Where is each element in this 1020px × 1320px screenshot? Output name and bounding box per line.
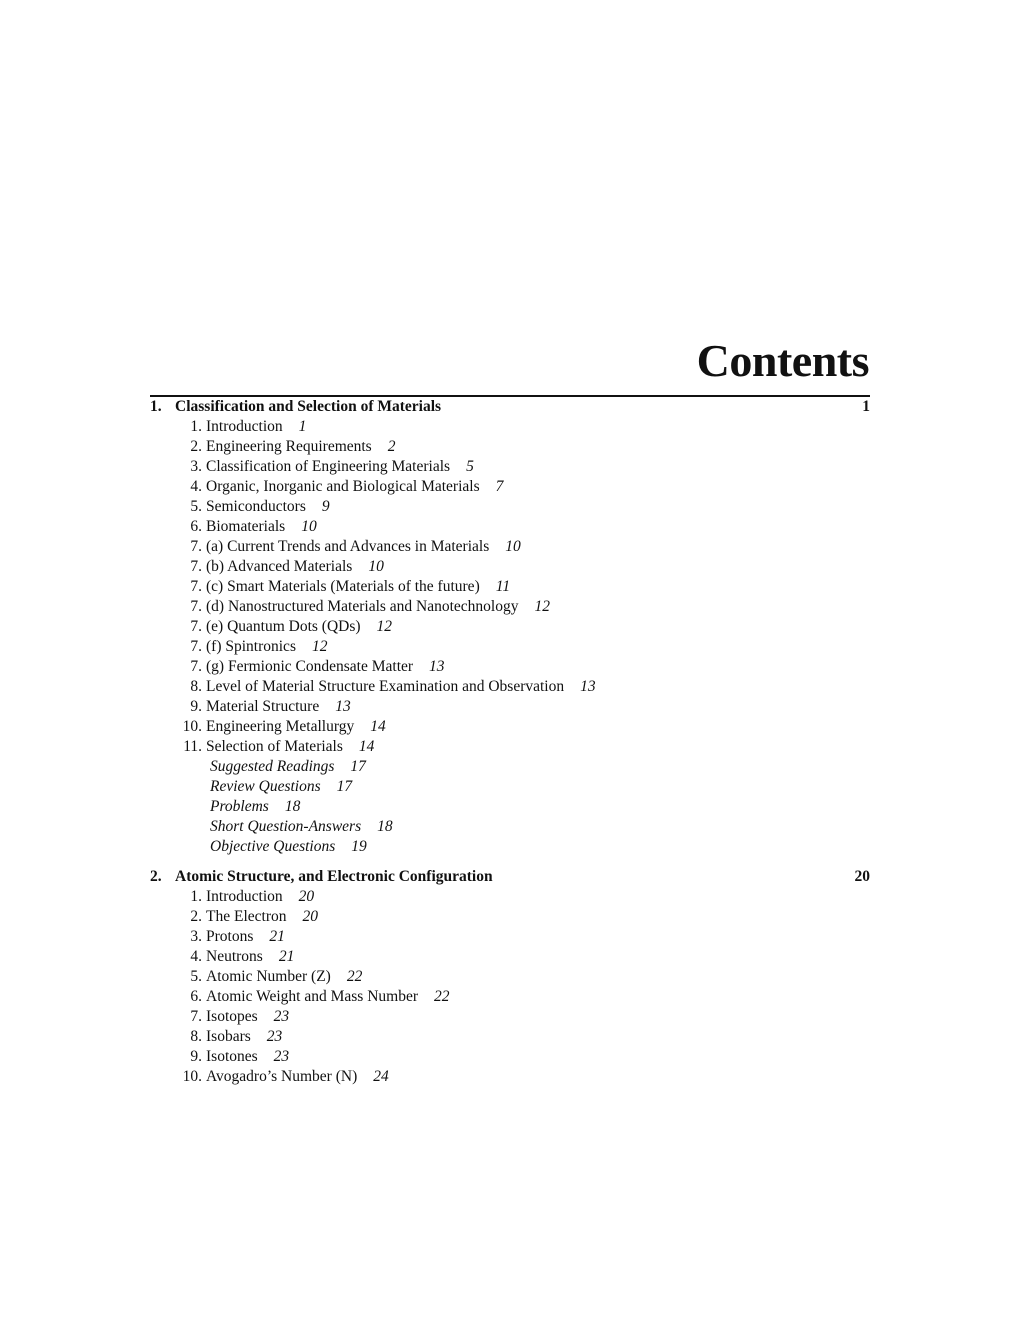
chapter-page-number: 1 bbox=[862, 398, 870, 415]
chapter-title: Classification and Selection of Materials bbox=[175, 398, 442, 415]
indent-spacer bbox=[150, 797, 210, 817]
section-page-number: 2 bbox=[387, 438, 396, 455]
section-title: Organic, Inorganic and Biological Materials bbox=[206, 478, 480, 495]
toc-entry[interactable] bbox=[150, 417, 870, 437]
section-page-number: 23 bbox=[266, 1028, 283, 1045]
section-page-number: 1 bbox=[298, 418, 307, 435]
extra-title: Short Question-Answers bbox=[210, 818, 362, 835]
toc-entry[interactable] bbox=[150, 477, 870, 497]
toc-entry[interactable] bbox=[150, 597, 870, 617]
section-page-number: 10 bbox=[368, 558, 384, 575]
section-title: Isobars bbox=[206, 1028, 251, 1045]
toc-entry[interactable] bbox=[150, 457, 870, 477]
section-number: 4. bbox=[190, 478, 202, 495]
section-page-number: 14 bbox=[370, 718, 386, 735]
extra-page-number: 19 bbox=[351, 838, 367, 855]
section-page-number: 21 bbox=[269, 928, 285, 945]
section-page-number: 20 bbox=[302, 908, 318, 925]
section-title: Engineering Metallurgy bbox=[206, 718, 355, 735]
section-page-number: 13 bbox=[429, 658, 445, 675]
section-page-number: 20 bbox=[298, 888, 315, 905]
section-number: 2. bbox=[190, 438, 202, 455]
section-title: (f) Spintronics bbox=[206, 638, 296, 655]
section-title: Isotopes bbox=[206, 1008, 258, 1025]
chapter-title: Atomic Structure, and Electronic Configuration bbox=[175, 868, 493, 885]
section-number: 2. bbox=[190, 908, 202, 925]
section-page-number: 11 bbox=[495, 578, 511, 595]
toc-entry[interactable] bbox=[150, 657, 870, 677]
section-number: 9. bbox=[190, 698, 202, 715]
extra-title: Suggested Readings bbox=[210, 758, 335, 775]
toc-entry[interactable] bbox=[150, 987, 870, 1007]
toc-entry[interactable] bbox=[150, 497, 870, 517]
section-page-number: 14 bbox=[358, 738, 375, 755]
toc-entry[interactable] bbox=[150, 737, 870, 757]
toc-entry[interactable] bbox=[150, 1067, 870, 1087]
extra-page-number: 18 bbox=[284, 798, 301, 815]
section-number: 6. bbox=[190, 988, 202, 1005]
toc-extra-entry[interactable] bbox=[150, 777, 870, 797]
section-page-number: 10 bbox=[505, 538, 521, 555]
section-number: 3. bbox=[190, 928, 202, 945]
toc-extra-entry[interactable] bbox=[150, 837, 870, 857]
section-number: 7. bbox=[190, 638, 202, 655]
toc-entry[interactable] bbox=[150, 1027, 870, 1047]
section-title: (d) Nanostructured Materials and Nanotechnology bbox=[206, 598, 519, 615]
section-title: Level of Material Structure Examination and Observation bbox=[206, 678, 565, 695]
section-number: 10. bbox=[182, 718, 202, 735]
section-title: (a) Current Trends and Advances in Materials bbox=[206, 538, 490, 555]
section-page-number: 23 bbox=[273, 1048, 290, 1065]
section-number: 8. bbox=[190, 678, 202, 695]
section-title: Introduction bbox=[206, 418, 283, 435]
toc-entry[interactable] bbox=[150, 677, 870, 697]
section-page-number: 10 bbox=[301, 518, 317, 535]
toc-entry[interactable] bbox=[150, 907, 870, 927]
section-page-number: 12 bbox=[376, 618, 393, 635]
section-page-number: 13 bbox=[335, 698, 351, 715]
section-page-number: 12 bbox=[311, 638, 328, 655]
toc-entry[interactable] bbox=[150, 717, 870, 737]
toc-entry[interactable] bbox=[150, 887, 870, 907]
section-title: The Electron bbox=[206, 908, 287, 925]
indent-spacer bbox=[150, 817, 210, 837]
section-title: Material Structure bbox=[206, 698, 320, 715]
extra-title: Review Questions bbox=[210, 778, 321, 795]
section-number: 11. bbox=[183, 738, 202, 755]
extra-title: Problems bbox=[210, 798, 269, 815]
section-page-number: 13 bbox=[580, 678, 596, 695]
section-number: 7. bbox=[190, 558, 202, 575]
section-page-number: 21 bbox=[278, 948, 295, 965]
section-number: 7. bbox=[190, 618, 202, 635]
section-page-number: 24 bbox=[373, 1068, 389, 1085]
extra-page-number: 17 bbox=[336, 778, 353, 795]
indent-spacer bbox=[150, 757, 210, 777]
section-page-number: 23 bbox=[273, 1008, 290, 1025]
section-title: Isotones bbox=[206, 1048, 258, 1065]
section-number: 7. bbox=[190, 578, 202, 595]
toc-entry[interactable] bbox=[150, 517, 870, 537]
section-number: 7. bbox=[190, 658, 202, 675]
section-page-number: 5 bbox=[466, 458, 474, 475]
page-title: Contents bbox=[696, 335, 869, 386]
section-title: (e) Quantum Dots (QDs) bbox=[206, 618, 361, 635]
toc-entry[interactable] bbox=[150, 1007, 870, 1027]
toc-entry[interactable] bbox=[150, 967, 870, 987]
toc-entry[interactable] bbox=[150, 637, 870, 657]
toc-entry[interactable] bbox=[150, 557, 870, 577]
section-page-number: 9 bbox=[321, 498, 330, 515]
section-number: 7. bbox=[190, 538, 202, 555]
section-number: 1. bbox=[190, 418, 202, 435]
section-title: Atomic Number (Z) bbox=[206, 968, 331, 985]
section-title: Avogadro’s Number (N) bbox=[206, 1068, 358, 1085]
section-number: 5. bbox=[190, 498, 202, 515]
indent-spacer bbox=[150, 777, 210, 797]
chapter-page-number: 20 bbox=[854, 868, 870, 885]
chapter-heading[interactable] bbox=[150, 867, 870, 887]
section-number: 10. bbox=[182, 1068, 202, 1085]
section-title: Classification of Engineering Materials bbox=[206, 458, 451, 475]
chapter-number: 2. bbox=[150, 868, 162, 885]
section-title: (b) Advanced Materials bbox=[206, 558, 353, 575]
toc-entry[interactable] bbox=[150, 537, 870, 557]
toc-entry[interactable] bbox=[150, 617, 870, 637]
section-title: (c) Smart Materials (Materials of the future) bbox=[206, 578, 480, 595]
section-title: Selection of Materials bbox=[206, 738, 343, 755]
toc-entry[interactable] bbox=[150, 697, 870, 717]
section-title: Introduction bbox=[206, 888, 283, 905]
toc-extra-entry[interactable] bbox=[150, 817, 870, 837]
section-page-number: 12 bbox=[534, 598, 550, 615]
toc-entry[interactable] bbox=[150, 927, 870, 947]
toc-extra-entry[interactable] bbox=[150, 757, 870, 777]
toc-extra-entry[interactable] bbox=[150, 797, 870, 817]
extra-title: Objective Questions bbox=[210, 838, 336, 855]
extra-page-number: 17 bbox=[350, 758, 366, 775]
extra-page-number: 18 bbox=[377, 818, 393, 835]
section-title: Semiconductors bbox=[206, 498, 306, 515]
section-number: 7. bbox=[190, 598, 202, 615]
section-number: 6. bbox=[190, 518, 202, 535]
section-title: Atomic Weight and Mass Number bbox=[206, 988, 418, 1005]
section-page-number: 7 bbox=[495, 478, 504, 495]
section-number: 4. bbox=[190, 948, 202, 965]
section-page-number: 22 bbox=[346, 968, 363, 985]
section-number: 3. bbox=[190, 458, 202, 475]
section-number: 5. bbox=[190, 968, 202, 985]
section-title: Neutrons bbox=[206, 948, 263, 965]
section-number: 9. bbox=[190, 1048, 202, 1065]
chapter-number: 1. bbox=[150, 398, 162, 415]
table-of-contents bbox=[150, 395, 870, 1087]
section-page-number: 22 bbox=[434, 988, 450, 1005]
toc-entry[interactable] bbox=[150, 1047, 870, 1067]
chapter-heading[interactable] bbox=[150, 397, 870, 417]
toc-entry[interactable] bbox=[150, 437, 870, 457]
section-number: 7. bbox=[190, 1008, 202, 1025]
indent-spacer bbox=[150, 837, 210, 857]
section-title: Protons bbox=[206, 928, 254, 945]
section-number: 8. bbox=[190, 1028, 202, 1045]
section-title: (g) Fermionic Condensate Matter bbox=[206, 658, 414, 675]
toc-entry[interactable] bbox=[150, 577, 870, 597]
section-title: Biomaterials bbox=[206, 518, 286, 535]
toc-entry[interactable] bbox=[150, 947, 870, 967]
section-number: 1. bbox=[190, 888, 202, 905]
section-title: Engineering Requirements bbox=[206, 438, 372, 455]
